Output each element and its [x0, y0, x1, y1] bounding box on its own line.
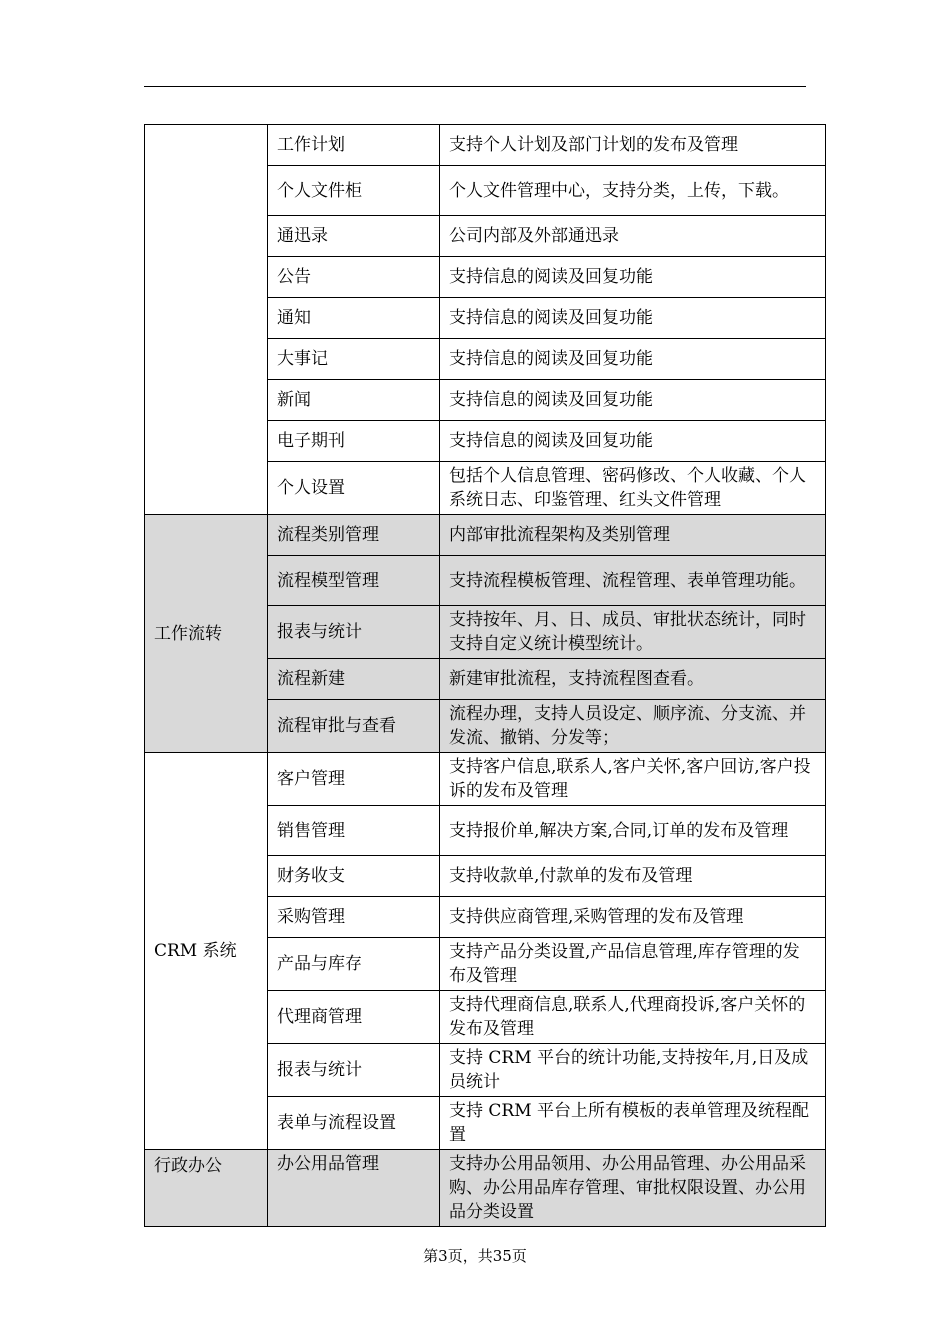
description-cell: 支持供应商管理,采购管理的发布及管理 [440, 897, 826, 938]
module-cell: 新闻 [268, 380, 440, 421]
module-cell: 流程新建 [268, 659, 440, 700]
module-cell: 采购管理 [268, 897, 440, 938]
module-cell: 报表与统计 [268, 606, 440, 659]
table-row [145, 753, 826, 806]
description-cell: 支持收款单,付款单的发布及管理 [440, 856, 826, 897]
module-cell: 代理商管理 [268, 991, 440, 1044]
module-cell: 财务收支 [268, 856, 440, 897]
category-cell: CRM 系统 [145, 753, 268, 1150]
footer-prefix: 第 [423, 1247, 439, 1265]
footer-suffix: 页 [511, 1247, 527, 1265]
description-cell: 公司内部及外部通迅录 [440, 216, 826, 257]
description-cell: 支持信息的阅读及回复功能 [440, 339, 826, 380]
table-row [145, 1150, 826, 1227]
module-cell: 表单与流程设置 [268, 1097, 440, 1150]
module-cell: 办公用品管理 [268, 1150, 440, 1227]
description-cell: 支持信息的阅读及回复功能 [440, 298, 826, 339]
description-cell: 支持按年、月、日、成员、审批状态统计，同时支持自定义统计模型统计。 [440, 606, 826, 659]
description-cell: 支持个人计划及部门计划的发布及管理 [440, 125, 826, 166]
footer-current-page: 3 [438, 1247, 448, 1265]
category-cell: 工作流转 [145, 515, 268, 753]
table-row [145, 125, 826, 166]
description-cell: 支持办公用品领用、办公用品管理、办公用品采购、办公用品库存管理、审批权限设置、办公用品分类设置 [440, 1150, 826, 1227]
category-cell: 行政办公 [145, 1150, 268, 1227]
module-cell: 电子期刊 [268, 421, 440, 462]
description-cell: 支持流程模板管理、流程管理、表单管理功能。 [440, 556, 826, 606]
description-cell: 支持 CRM 平台上所有模板的表单管理及统程配置 [440, 1097, 826, 1150]
description-cell: 个人文件管理中心，支持分类，上传，下载。 [440, 166, 826, 216]
module-cell: 流程审批与查看 [268, 700, 440, 753]
module-cell: 个人设置 [268, 462, 440, 515]
module-cell: 销售管理 [268, 806, 440, 856]
module-cell: 工作计划 [268, 125, 440, 166]
table-row [145, 515, 826, 556]
header-rule [144, 86, 806, 87]
description-cell: 新建审批流程，支持流程图查看。 [440, 659, 826, 700]
description-cell: 支持信息的阅读及回复功能 [440, 421, 826, 462]
description-cell: 包括个人信息管理、密码修改、个人收藏、个人系统日志、印鉴管理、红头文件管理 [440, 462, 826, 515]
module-cell: 个人文件柜 [268, 166, 440, 216]
module-cell: 通知 [268, 298, 440, 339]
page-footer [0, 1245, 950, 1266]
module-cell: 报表与统计 [268, 1044, 440, 1097]
footer-total-pages: 35 [492, 1247, 512, 1265]
module-cell: 公告 [268, 257, 440, 298]
description-cell: 支持信息的阅读及回复功能 [440, 257, 826, 298]
module-cell: 客户管理 [268, 753, 440, 806]
feature-table-body [145, 125, 826, 1227]
description-cell: 支持代理商信息,联系人,代理商投诉,客户关怀的发布及管理 [440, 991, 826, 1044]
category-cell [145, 125, 268, 515]
module-cell: 流程模型管理 [268, 556, 440, 606]
module-cell: 通迅录 [268, 216, 440, 257]
description-cell: 支持 CRM 平台的统计功能,支持按年,月,日及成员统计 [440, 1044, 826, 1097]
description-cell: 支持客户信息,联系人,客户关怀,客户回访,客户投诉的发布及管理 [440, 753, 826, 806]
description-cell: 支持产品分类设置,产品信息管理,库存管理的发布及管理 [440, 938, 826, 991]
module-cell: 大事记 [268, 339, 440, 380]
description-cell: 内部审批流程架构及类别管理 [440, 515, 826, 556]
footer-middle: 页，共 [447, 1247, 493, 1265]
module-cell: 产品与库存 [268, 938, 440, 991]
description-cell: 支持信息的阅读及回复功能 [440, 380, 826, 421]
feature-table [144, 124, 826, 1227]
description-cell: 支持报价单,解决方案,合同,订单的发布及管理 [440, 806, 826, 856]
module-cell: 流程类别管理 [268, 515, 440, 556]
description-cell: 流程办理，支持人员设定、顺序流、分支流、并发流、撤销、分发等； [440, 700, 826, 753]
